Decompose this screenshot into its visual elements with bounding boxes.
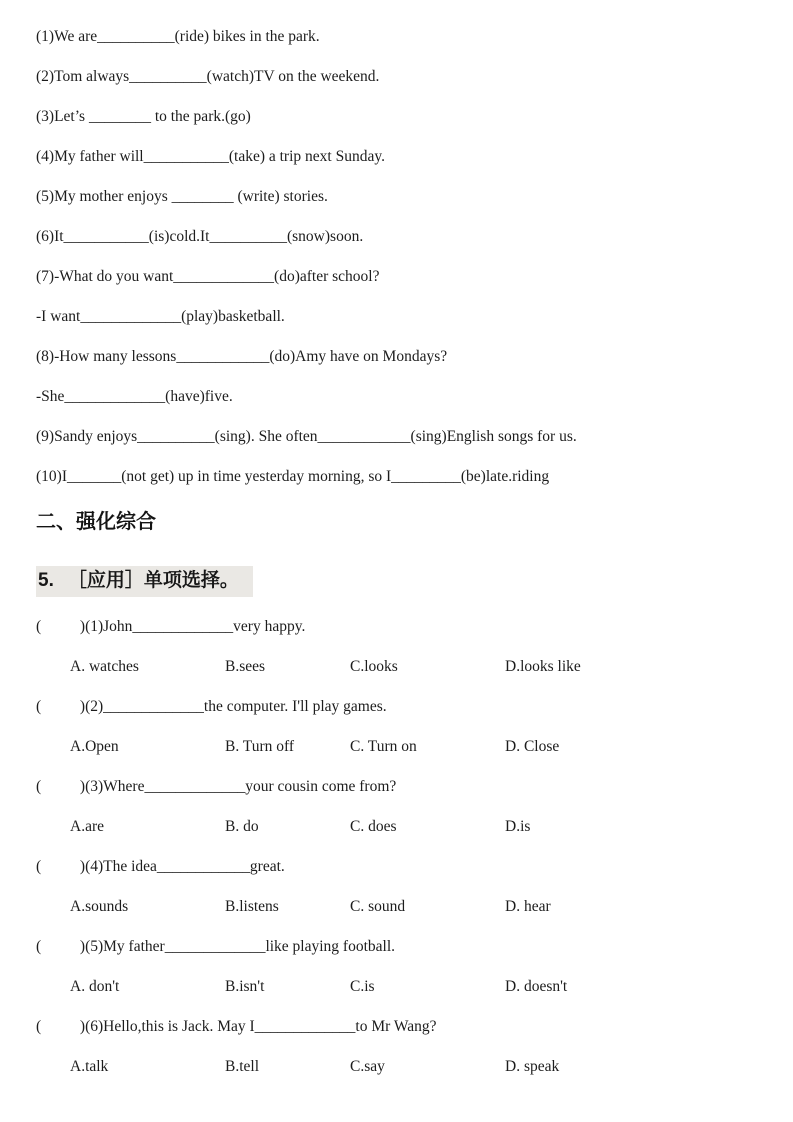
fill-in-section bbox=[36, 28, 773, 486]
mc-question-6 bbox=[36, 1018, 773, 1076]
mc-option-c: C. does bbox=[350, 818, 397, 835]
multiple-choice-section bbox=[36, 618, 773, 1076]
mc-option-b: B.tell bbox=[225, 1058, 260, 1075]
mc-question-2 bbox=[36, 698, 773, 756]
mc-option-d: D. speak bbox=[505, 1058, 560, 1075]
mc-options-row bbox=[36, 978, 773, 996]
mc-option-c: C. Turn on bbox=[350, 738, 417, 755]
fill-in-question-4: (4)My father will___________(take) a trip next Sunday. bbox=[36, 148, 385, 165]
mc-question-stem: ( )(6)Hello,this is Jack. May I_____________to Mr Wang? bbox=[36, 1018, 437, 1035]
mc-options-row bbox=[36, 818, 773, 836]
mc-option-c: C.say bbox=[350, 1058, 385, 1075]
mc-option-b: B. do bbox=[225, 818, 259, 835]
mc-option-a: A. watches bbox=[70, 658, 139, 675]
fill-in-question-1: (1)We are__________(ride) bikes in the park. bbox=[36, 28, 320, 45]
section-2-title: 二、强化综合 bbox=[36, 511, 156, 533]
mc-question-5 bbox=[36, 938, 773, 996]
mc-option-b: B. Turn off bbox=[225, 738, 295, 755]
exercise-5-number: 5. bbox=[38, 570, 54, 591]
mc-options-row bbox=[36, 1058, 773, 1076]
fill-in-question-8-answer: -She_____________(have)five. bbox=[36, 388, 233, 405]
mc-option-b: B.isn't bbox=[225, 978, 265, 995]
mc-option-d: D. Close bbox=[505, 738, 560, 755]
mc-question-4 bbox=[36, 858, 773, 916]
fill-in-question-7-answer: -I want_____________(play)basketball. bbox=[36, 308, 285, 325]
fill-in-question-10: (10)I_______(not get) up in time yesterday morning, so I_________(be)late.riding bbox=[36, 468, 550, 485]
fill-in-question-3: (3)Let’s ________ to the park.(go) bbox=[36, 108, 251, 125]
mc-option-b: B.sees bbox=[225, 658, 266, 675]
mc-option-c: C.is bbox=[350, 978, 375, 995]
exercise-5-highlight bbox=[36, 566, 253, 597]
mc-question-stem: ( )(4)The idea____________great. bbox=[36, 858, 285, 875]
fill-in-question-9: (9)Sandy enjoys__________(sing). She often____________(sing)English songs for us. bbox=[36, 428, 577, 445]
mc-option-b: B.listens bbox=[225, 898, 279, 915]
mc-option-a: A.sounds bbox=[70, 898, 129, 915]
mc-option-a: A. don't bbox=[70, 978, 120, 995]
mc-question-stem: ( )(2)_____________the computer. I'll play games. bbox=[36, 698, 387, 715]
mc-option-d: D. hear bbox=[505, 898, 551, 915]
exercise-5-label: ［应用］单项选择。 bbox=[67, 570, 239, 591]
mc-question-stem: ( )(3)Where_____________your cousin come from? bbox=[36, 778, 397, 795]
fill-in-question-8: (8)-How many lessons____________(do)Amy have on Mondays? bbox=[36, 348, 448, 365]
mc-option-d: D.looks like bbox=[505, 658, 581, 675]
mc-option-c: C.looks bbox=[350, 658, 398, 675]
mc-question-1 bbox=[36, 618, 773, 676]
mc-options-row bbox=[36, 738, 773, 756]
fill-in-question-5: (5)My mother enjoys ________ (write) stories. bbox=[36, 188, 328, 205]
mc-options-row bbox=[36, 898, 773, 916]
mc-option-d: D. doesn't bbox=[505, 978, 568, 995]
fill-in-question-6: (6)It___________(is)cold.It__________(snow)soon. bbox=[36, 228, 364, 245]
mc-question-stem: ( )(1)John_____________very happy. bbox=[36, 618, 306, 635]
mc-options-row bbox=[36, 658, 773, 676]
mc-option-a: A.Open bbox=[70, 738, 119, 755]
mc-option-a: A.are bbox=[70, 818, 104, 835]
mc-option-a: A.talk bbox=[70, 1058, 109, 1075]
exercise-5-heading bbox=[36, 566, 773, 597]
mc-question-3 bbox=[36, 778, 773, 836]
mc-question-stem: ( )(5)My father_____________like playing football. bbox=[36, 938, 396, 955]
fill-in-question-7: (7)-What do you want_____________(do)after school? bbox=[36, 268, 380, 285]
mc-option-c: C. sound bbox=[350, 898, 406, 915]
mc-option-d: D.is bbox=[505, 818, 531, 835]
fill-in-question-2: (2)Tom always__________(watch)TV on the weekend. bbox=[36, 68, 380, 85]
